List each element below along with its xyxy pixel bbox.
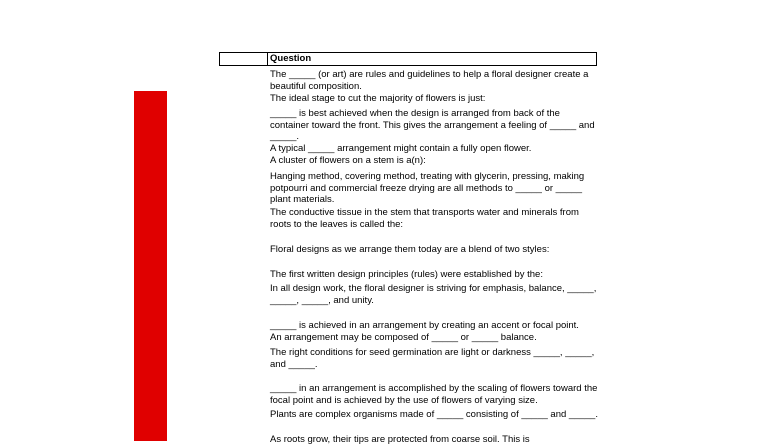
question-9: The first written design principles (rules) were established by the:: [270, 269, 543, 280]
question-2: The ideal stage to cut the majority of flowers is just:: [270, 93, 486, 104]
question-8: Floral designs as we arrange them today are a blend of two styles:: [270, 244, 550, 255]
question-13: The right conditions for seed germination are light or darkness _____, _____, and _____.: [270, 347, 595, 370]
question-12: An arrangement may be composed of _____ or _____ balance.: [270, 332, 537, 343]
question-14: _____ in an arrangement is accomplished by the scaling of flowers toward the focal point and is achieved by the use of flowers of varying size.: [270, 383, 598, 406]
question-3: _____ is best achieved when the design is arranged from back of the container toward the front. This gives the arrangement a feeling of _____ and _____.: [270, 108, 595, 142]
question-11: _____ is achieved in an arrangement by creating an accent or focal point.: [270, 320, 579, 331]
question-column-header: Question: [270, 53, 312, 64]
table-header-divider: [267, 52, 268, 66]
question-5: A cluster of flowers on a stem is a(n):: [270, 155, 426, 166]
question-15: Plants are complex organisms made of _____ consisting of _____ and _____.: [270, 409, 598, 420]
question-7: The conductive tissue in the stem that transports water and minerals from roots to the leaves is called the:: [270, 207, 579, 230]
red-accent-bar: [134, 91, 167, 441]
question-10: In all design work, the floral designer is striving for emphasis, balance, _____, _____, _____, and unity.: [270, 283, 597, 306]
question-6: Hanging method, covering method, treating with glycerin, pressing, making potpourri and commercial freeze drying are all methods to _____ or _____ plant materials.: [270, 171, 585, 205]
question-4: A typical _____ arrangement might contain a fully open flower.: [270, 143, 532, 154]
question-1: The _____ (or art) are rules and guidelines to help a floral designer create a beautiful composition.: [270, 69, 589, 92]
question-16: As roots grow, their tips are protected from coarse soil. This is: [270, 434, 530, 445]
